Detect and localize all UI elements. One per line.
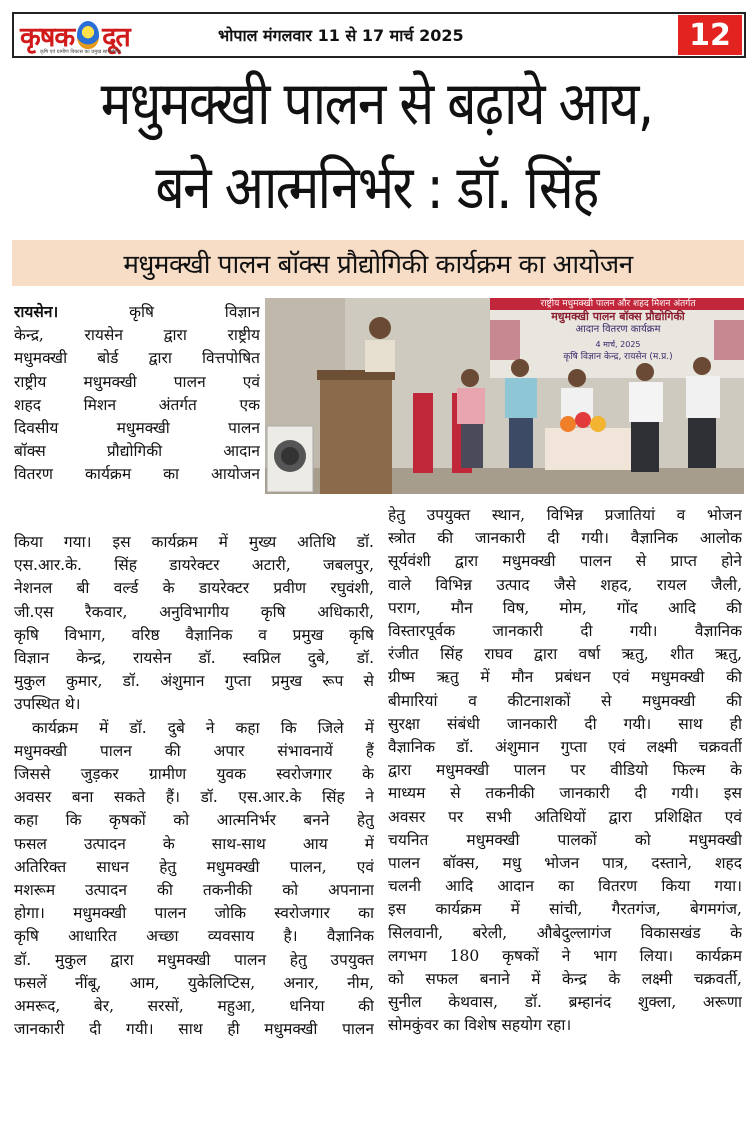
article-line [14,300,260,324]
article-line: अवसर बना सकते हैं। डॉ. एस.आर.के सिंह ने [14,788,374,807]
article-line: उपस्थित थे। [14,695,81,714]
article-line: विस्तारपूर्वक जानकारी दी गयी। वैज्ञानिक [388,622,742,641]
article-line: डॉ. मुकुल द्वारा मधुमक्खी पालन हेतु उपयुक्त [14,950,374,969]
article-line: शहद मिशन अंतर्गत एक [14,395,260,414]
article-line: मधुमक्खी पालन की अपार संभावनायें हैं [14,741,374,760]
photo-banner-venue: कृषि विज्ञान केन्द्र, रायसेन (म.प्र.) [563,352,673,362]
article-line-text: कृषि विज्ञान [129,303,260,321]
logo-emblem-icon [77,21,99,49]
article-line: अमरूद, बेर, सरसों, महुआ, धनिया की [14,997,374,1016]
article-line: ग्रीष्म ऋतु में मौन प्रबंधन एवं मधुमक्खी की [388,668,742,687]
article-line: कृषि आधारित अच्छा व्यवसाय है। वैज्ञानिक [14,927,374,946]
photo-banner-line-3: आदान वितरण कार्यक्रम [575,324,661,335]
photo-banner-date: 4 मार्च, 2025 [595,340,641,349]
article-headline [53,62,701,230]
article-line: वैज्ञानिक डॉ. अंशुमान गुप्ता एवं लक्ष्मी चक्रवर्ती [388,738,742,757]
article-line: होगा। मधुमक्खी पालन जोकि स्वरोजगार का [14,904,374,923]
article-line: मुकुल कुमार, डॉ. अंशुमान गुप्ता प्रमुख रूप से [14,672,374,691]
article-line: रंजीत सिंह राघव द्वारा वर्षा ऋतु, शीत ऋतु, [388,645,742,664]
article-line: विज्ञान केन्द्र, रायसेन डॉ. स्वप्निल दुबे, डॉ. [14,649,374,668]
article-line: केन्द्र, रायसेन द्वारा राष्ट्रीय [14,326,260,345]
article-line: पराग, मौन विष, मोम, गोंद आदि की [388,598,742,617]
logo-tagline: कृषि एवं ग्रामीण विकास का प्रमुख साप्ताहिक [40,49,121,55]
article-line: राष्ट्रीय मधुमक्खी पालन एवं [14,372,260,391]
article-line: जानकारी दी गयी। साथ ही मधुमक्खी पालन [14,1020,374,1039]
article-line: चलनी आदि आदान का वितरण किया गया। [388,877,742,896]
article-line: कहा कि कृषकों को आत्मनिर्भर बनने हेतु [14,811,374,830]
article-line: नेशनल बी वर्ल्ड के डायरेक्टर प्रवीण रघुवंशी, [14,579,374,598]
page-number: 12 [678,15,742,55]
article-line: सोमकुंवर का विशेष सहयोग रहा। [388,1016,572,1035]
photo-banner-line-2: मधुमक्खी पालन बॉक्स प्रौद्योगिकी [551,310,685,323]
headline-line-2: बने आत्मनिर्भर : डॉ. सिंह [155,153,598,223]
article-line: फसल उत्पादन के साथ-साथ आय में [14,834,374,853]
article-line: एस.आर.के. सिंह डायरेक्टर अटारी, जबलपुर, [14,556,374,575]
article-line: कृषि विभाग, वरिष्ठ वैज्ञानिक व प्रमुख कृषि [14,625,374,644]
article-line: जी.एस रैकवार, अनुविभागीय कृषि अधिकारी, [14,602,374,621]
article-line: को सफल बनाने में केन्द्र के लक्ष्मी चक्रवर्ती, [388,970,742,989]
article-line: चयनित मधुमक्खी पालकों को मधुमक्खी [388,830,742,849]
article-line: कार्यक्रम में डॉ. दुबे ने कहा कि जिले में [32,718,374,737]
newspaper-logo [14,14,214,56]
article-line: अवसर पर सभी अतिथियों द्वारा प्रशिक्षित एवं [388,807,742,826]
article-line: बीमारियां व कीटनाशकों से मधुमक्खी की [388,691,742,710]
article-column-a [14,300,260,487]
article-column-c [388,504,742,1038]
article-line: स्त्रोत की जानकारी दी गयी। वैज्ञानिक आलोक [388,529,742,548]
article-line: किया गया। इस कार्यक्रम में मुख्य अतिथि डॉ. [14,533,374,551]
article-column-b [14,531,374,1041]
logo-word-left: कृषक [20,21,75,53]
masthead [12,12,746,58]
article-line: सूर्यवंशी द्वारा मधुमक्खी पालन से प्राप्त होने [388,552,742,571]
issue-dateline: भोपाल मंगलवार 11 से 17 मार्च 2025 [218,26,464,45]
article-line: पालन बॉक्स, मधु भोजन पात्र, दस्ताने, शहद [388,854,742,873]
article-line: फसलें नींबू, आम, युकेलिप्टिस, अनार, नीम, [14,973,374,992]
article-line: वितरण कार्यक्रम का आयोजन [14,465,260,484]
article-line: बॉक्स प्रौद्योगिकी आदान [14,442,260,461]
event-photo [265,298,744,494]
article-line: मधुमक्खी बोर्ड द्वारा वित्तपोषित [14,349,260,368]
photo-banner-line-1: राष्ट्रीय मधुमक्खी पालन और शहद मिशन अंतर्गत [540,299,696,309]
article-line: जिससे जुड़कर ग्रामीण युवक स्वरोजगार के [14,765,374,784]
article-line: मशरूम उत्पादन की तकनीकी को अपनाना [14,881,374,900]
article-line: वाले विभिन्न उत्पाद जैसे शहद, रायल जैली, [388,575,742,594]
article-line: हेतु उपयुक्त स्थान, विभिन्न प्रजातियां व भोजन [388,506,742,524]
headline-line-1: मधुमक्खी पालन से बढ़ाये आय, [100,69,653,139]
article-line: अतिरिक्त साधन हेतु मधुमक्खी पालन, एवं [14,857,374,876]
article-subheadline: मधुमक्खी पालन बॉक्स प्रौद्योगिकी कार्यक्रम का आयोजन [12,240,744,286]
article-line: सिलवानी, बरेली, औबेदुल्लागंज विकासखंड के [388,923,742,942]
photo-banner [493,298,743,364]
article-dateline-lead: रायसेन। [14,302,59,321]
article-line: सुनील केथवास, डॉ. ब्रम्हानंद शुक्ला, अरूणा [388,993,742,1012]
article-line: द्वारा मधुमक्खी पालन पर वीडियो फिल्म के [388,761,742,780]
article-line: माध्यम से तकनीकी जानकारी दी गयी। इस [388,784,742,803]
article-line: लगभग 180 कृषकों ने भाग लिया। कार्यक्रम [388,946,742,965]
article-line: दिवसीय मधुमक्खी पालन [14,419,260,438]
logo-word-right: दूत [102,21,130,53]
article-line: इस कार्यक्रम में सांची, गैरतगंज, बेगमगंज, [388,900,742,919]
article-line: सुरक्षा संबंधी जानकारी दी गयी। साथ ही [388,714,742,733]
